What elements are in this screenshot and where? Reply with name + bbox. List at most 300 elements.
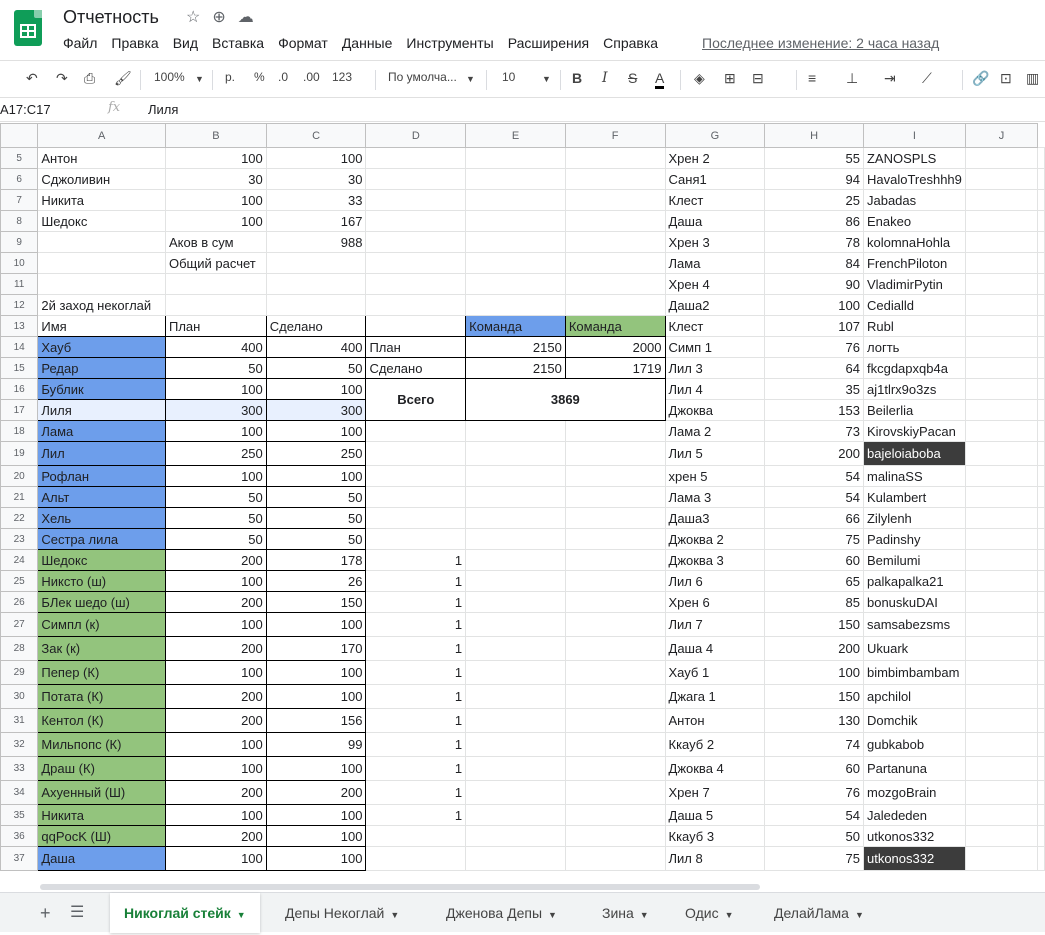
column-header[interactable]: G xyxy=(665,124,765,148)
cell[interactable]: 78 xyxy=(765,232,864,253)
cell[interactable]: Лама xyxy=(38,421,166,442)
cell[interactable]: 85 xyxy=(765,592,864,613)
cell[interactable]: Лил 3 xyxy=(665,358,765,379)
print-icon[interactable]: ⎙ xyxy=(84,70,96,86)
row-header[interactable]: 18 xyxy=(1,421,38,442)
cell[interactable]: 65 xyxy=(765,571,864,592)
cell[interactable]: Bemilumi xyxy=(863,550,965,571)
cell[interactable] xyxy=(366,169,466,190)
cell[interactable] xyxy=(466,661,566,685)
cell[interactable] xyxy=(565,550,665,571)
cell[interactable] xyxy=(466,487,566,508)
cell[interactable] xyxy=(1038,613,1045,637)
cell[interactable]: Rubl xyxy=(863,316,965,337)
cell[interactable] xyxy=(466,295,566,316)
cell[interactable] xyxy=(565,637,665,661)
row-header[interactable]: 25 xyxy=(1,571,38,592)
cell[interactable]: 76 xyxy=(765,781,864,805)
cell[interactable] xyxy=(565,592,665,613)
cell[interactable]: 54 xyxy=(765,487,864,508)
text-rotation-icon[interactable]: ⟋ xyxy=(922,70,932,86)
cell[interactable] xyxy=(366,421,466,442)
cell[interactable]: 200 xyxy=(765,637,864,661)
cell[interactable] xyxy=(1038,805,1045,826)
cell[interactable] xyxy=(1038,421,1045,442)
cell[interactable]: 150 xyxy=(765,613,864,637)
cell[interactable]: 200 xyxy=(166,685,267,709)
cell[interactable]: 2150 xyxy=(466,337,566,358)
cell[interactable] xyxy=(965,442,1037,466)
row-header[interactable]: 11 xyxy=(1,274,38,295)
cell[interactable] xyxy=(965,709,1037,733)
cell[interactable]: 400 xyxy=(266,337,366,358)
row-header[interactable]: 33 xyxy=(1,757,38,781)
cell[interactable] xyxy=(965,805,1037,826)
column-header[interactable]: D xyxy=(366,124,466,148)
row-header[interactable]: 17 xyxy=(1,400,38,421)
cell[interactable]: 50 xyxy=(765,826,864,847)
row-header[interactable]: 16 xyxy=(1,379,38,400)
cell[interactable] xyxy=(965,274,1037,295)
row-header[interactable]: 12 xyxy=(1,295,38,316)
row-header[interactable]: 7 xyxy=(1,190,38,211)
cell[interactable]: 200 xyxy=(266,781,366,805)
cell[interactable]: 2000 xyxy=(565,337,665,358)
menu-file[interactable]: Файл xyxy=(63,35,98,51)
menu-edit[interactable]: Правка xyxy=(111,35,159,51)
cell[interactable] xyxy=(565,826,665,847)
cell[interactable]: 100 xyxy=(266,613,366,637)
row-header[interactable]: 29 xyxy=(1,661,38,685)
cell[interactable] xyxy=(965,550,1037,571)
cell[interactable]: 75 xyxy=(765,529,864,550)
cell[interactable] xyxy=(466,148,566,169)
cell[interactable] xyxy=(1038,379,1045,400)
cell[interactable] xyxy=(565,508,665,529)
cell[interactable] xyxy=(565,781,665,805)
row-header[interactable]: 19 xyxy=(1,442,38,466)
cell[interactable]: 100 xyxy=(266,148,366,169)
cell[interactable] xyxy=(965,733,1037,757)
cell[interactable]: bajeloiaboba xyxy=(863,442,965,466)
cell[interactable] xyxy=(565,733,665,757)
cell[interactable] xyxy=(1038,400,1045,421)
cell[interactable] xyxy=(1038,232,1045,253)
cell[interactable]: 75 xyxy=(765,847,864,871)
cell[interactable]: 100 xyxy=(266,757,366,781)
cell[interactable]: gubkabob xyxy=(863,733,965,757)
cell[interactable]: 100 xyxy=(166,571,267,592)
cell[interactable]: 73 xyxy=(765,421,864,442)
merge-cells-icon[interactable]: ⊟ xyxy=(752,70,764,86)
cell[interactable]: 30 xyxy=(166,169,267,190)
cell[interactable] xyxy=(466,805,566,826)
cell[interactable]: 153 xyxy=(765,400,864,421)
row-header[interactable]: 28 xyxy=(1,637,38,661)
cell[interactable]: Хрен 7 xyxy=(665,781,765,805)
cell[interactable]: Хрен 3 xyxy=(665,232,765,253)
cell[interactable] xyxy=(466,613,566,637)
cell[interactable] xyxy=(38,274,166,295)
cell[interactable]: 1 xyxy=(366,613,466,637)
cell[interactable]: 300 xyxy=(266,400,366,421)
row-header[interactable]: 14 xyxy=(1,337,38,358)
cell[interactable] xyxy=(366,232,466,253)
cell[interactable]: 150 xyxy=(266,592,366,613)
cell[interactable]: Лама xyxy=(665,253,765,274)
cell[interactable]: логть xyxy=(863,337,965,358)
cell[interactable]: Сделано xyxy=(266,316,366,337)
cell[interactable]: Kulambert xyxy=(863,487,965,508)
insert-comment-icon[interactable]: ⊡ xyxy=(1000,70,1012,86)
cell[interactable]: 100 xyxy=(266,379,366,400)
row-header[interactable]: 27 xyxy=(1,613,38,637)
cell[interactable]: 100 xyxy=(266,685,366,709)
cell[interactable]: Бублик xyxy=(38,379,166,400)
tab-sheet-6[interactable]: ДелайЛама ▼ xyxy=(774,905,864,921)
cell[interactable]: Симп 1 xyxy=(665,337,765,358)
cell[interactable] xyxy=(565,847,665,871)
cell[interactable]: 100 xyxy=(166,421,267,442)
cell[interactable]: 1 xyxy=(366,661,466,685)
cell[interactable]: Драш (К) xyxy=(38,757,166,781)
cell[interactable] xyxy=(1038,295,1045,316)
cell[interactable]: Шедокс xyxy=(38,211,166,232)
cell[interactable]: 60 xyxy=(765,757,864,781)
cell[interactable]: Даша xyxy=(38,847,166,871)
cell[interactable]: 66 xyxy=(765,508,864,529)
sheets-logo-icon[interactable] xyxy=(14,10,42,46)
cell[interactable]: 100 xyxy=(166,466,267,487)
cell[interactable] xyxy=(965,613,1037,637)
cell[interactable]: qqPocK (Ш) xyxy=(38,826,166,847)
font-size-select[interactable]: 10 xyxy=(502,70,516,84)
row-header[interactable]: 6 xyxy=(1,169,38,190)
cell[interactable] xyxy=(565,466,665,487)
cell[interactable]: 100 xyxy=(266,661,366,685)
insert-link-icon[interactable]: 🔗 xyxy=(972,70,990,86)
cell[interactable] xyxy=(466,847,566,871)
cell[interactable]: 50 xyxy=(166,487,267,508)
cell[interactable] xyxy=(965,529,1037,550)
row-header[interactable]: 8 xyxy=(1,211,38,232)
menu-data[interactable]: Данные xyxy=(341,35,393,51)
cell[interactable]: 50 xyxy=(266,358,366,379)
cell[interactable]: utkonos332 xyxy=(863,826,965,847)
cell[interactable] xyxy=(965,508,1037,529)
tab-sheet-1[interactable]: Никоглай стейк ▼ xyxy=(110,893,260,933)
cell[interactable] xyxy=(965,148,1037,169)
cell[interactable]: 100 xyxy=(765,661,864,685)
column-header[interactable]: B xyxy=(166,124,267,148)
cell[interactable]: 107 xyxy=(765,316,864,337)
all-sheets-icon[interactable]: ☰ xyxy=(70,904,85,921)
cell[interactable] xyxy=(466,442,566,466)
cell[interactable] xyxy=(1038,571,1045,592)
cell[interactable] xyxy=(965,295,1037,316)
cell[interactable] xyxy=(965,190,1037,211)
font-chevron-down-icon[interactable]: ▼ xyxy=(466,74,475,84)
cell[interactable]: Даша 5 xyxy=(665,805,765,826)
cell[interactable]: 100 xyxy=(166,661,267,685)
cell[interactable]: Никита xyxy=(38,805,166,826)
cell[interactable]: План xyxy=(166,316,267,337)
cell[interactable]: Лил 4 xyxy=(665,379,765,400)
cell[interactable] xyxy=(965,637,1037,661)
cell[interactable] xyxy=(466,550,566,571)
cell[interactable] xyxy=(965,466,1037,487)
cell[interactable] xyxy=(965,592,1037,613)
column-header[interactable]: J xyxy=(965,124,1037,148)
cell[interactable]: 25 xyxy=(765,190,864,211)
column-header[interactable]: A xyxy=(38,124,166,148)
cell[interactable]: 100 xyxy=(166,379,267,400)
decrease-decimal-button[interactable]: .0 xyxy=(278,70,289,84)
cell[interactable] xyxy=(565,571,665,592)
tab-sheet-2[interactable]: Депы Некоглай ▼ xyxy=(285,905,400,921)
cell[interactable]: Пепер (К) xyxy=(38,661,166,685)
tab-sheet-3[interactable]: Дженова Депы ▼ xyxy=(446,905,557,921)
cell[interactable] xyxy=(565,487,665,508)
row-header[interactable]: 30 xyxy=(1,685,38,709)
cell[interactable] xyxy=(1038,337,1045,358)
cell[interactable]: 64 xyxy=(765,358,864,379)
cloud-status-icon[interactable]: ☁ xyxy=(237,9,254,26)
text-color-button[interactable]: A xyxy=(655,70,664,89)
cell[interactable]: fkcgdapxqb4a xyxy=(863,358,965,379)
cell[interactable]: kolomnaHohla xyxy=(863,232,965,253)
cell[interactable] xyxy=(466,571,566,592)
cell[interactable] xyxy=(366,826,466,847)
row-header[interactable]: 20 xyxy=(1,466,38,487)
cell[interactable]: Джоква 2 xyxy=(665,529,765,550)
cell[interactable] xyxy=(565,211,665,232)
tab-sheet-5[interactable]: Одис ▼ xyxy=(685,905,734,921)
cell[interactable]: 167 xyxy=(266,211,366,232)
cell[interactable]: 76 xyxy=(765,337,864,358)
cell[interactable] xyxy=(1038,190,1045,211)
cell[interactable]: 1 xyxy=(366,781,466,805)
cell[interactable]: 94 xyxy=(765,169,864,190)
cell[interactable]: Сджоливин xyxy=(38,169,166,190)
italic-button[interactable]: I xyxy=(602,70,608,86)
cell[interactable]: apchilol xyxy=(863,685,965,709)
cell[interactable]: 50 xyxy=(266,487,366,508)
cell[interactable] xyxy=(466,421,566,442)
undo-icon[interactable]: ↶ xyxy=(26,70,38,86)
cell[interactable]: Кентол (К) xyxy=(38,709,166,733)
paint-format-icon[interactable]: 🖌 xyxy=(114,70,132,86)
cell[interactable] xyxy=(565,253,665,274)
cell[interactable] xyxy=(965,400,1037,421)
column-header[interactable]: H xyxy=(765,124,864,148)
cell[interactable]: Лил 6 xyxy=(665,571,765,592)
more-formats-button[interactable]: 123 xyxy=(332,70,353,84)
cell[interactable]: Всего xyxy=(366,379,466,421)
cell[interactable]: Джоква 3 xyxy=(665,550,765,571)
cell[interactable] xyxy=(965,781,1037,805)
cell[interactable]: 90 xyxy=(765,274,864,295)
name-box[interactable]: A17:C17 xyxy=(0,102,51,117)
cell[interactable] xyxy=(466,757,566,781)
cell[interactable] xyxy=(1038,211,1045,232)
cell[interactable]: Jalededen xyxy=(863,805,965,826)
cell[interactable]: 200 xyxy=(765,442,864,466)
column-header[interactable]: F xyxy=(565,124,665,148)
cell[interactable]: Partanuna xyxy=(863,757,965,781)
cell[interactable]: 1 xyxy=(366,805,466,826)
cell[interactable]: 100 xyxy=(166,847,267,871)
cell[interactable] xyxy=(1038,169,1045,190)
cell[interactable]: 250 xyxy=(166,442,267,466)
cell[interactable]: 100 xyxy=(166,733,267,757)
align-vertical-icon[interactable]: ⊥ xyxy=(846,70,859,86)
cell[interactable]: Ахуенный (Ш) xyxy=(38,781,166,805)
strikethrough-button[interactable]: S xyxy=(628,70,638,86)
cell[interactable]: bonuskuDAI xyxy=(863,592,965,613)
row-header[interactable]: 9 xyxy=(1,232,38,253)
cell[interactable]: 100 xyxy=(166,148,267,169)
cell[interactable]: 130 xyxy=(765,709,864,733)
zoom-select[interactable]: 100% xyxy=(154,70,185,84)
cell[interactable]: Даша xyxy=(665,211,765,232)
cell[interactable]: 33 xyxy=(266,190,366,211)
tab-sheet-4[interactable]: Зина ▼ xyxy=(602,905,649,921)
row-header[interactable]: 24 xyxy=(1,550,38,571)
cell[interactable]: План xyxy=(366,337,466,358)
cell[interactable]: 178 xyxy=(266,550,366,571)
cell[interactable] xyxy=(1038,148,1045,169)
cell[interactable]: 1 xyxy=(366,733,466,757)
cell[interactable]: malinaSS xyxy=(863,466,965,487)
cell[interactable]: Альт xyxy=(38,487,166,508)
text-wrap-icon[interactable]: ⇥ xyxy=(884,70,896,86)
cell[interactable] xyxy=(1038,847,1045,871)
cell[interactable]: Лама 3 xyxy=(665,487,765,508)
cell[interactable]: Хрен 6 xyxy=(665,592,765,613)
cell[interactable]: хрен 5 xyxy=(665,466,765,487)
cell[interactable] xyxy=(1038,529,1045,550)
zoom-chevron-down-icon[interactable]: ▼ xyxy=(195,74,204,84)
row-header[interactable]: 36 xyxy=(1,826,38,847)
cell[interactable] xyxy=(565,295,665,316)
row-header[interactable]: 35 xyxy=(1,805,38,826)
cell[interactable] xyxy=(1038,253,1045,274)
cell[interactable] xyxy=(1038,487,1045,508)
bold-button[interactable]: B xyxy=(572,70,583,86)
cell[interactable]: HavaloTreshhh9 xyxy=(863,169,965,190)
cell[interactable]: Мильпопс (К) xyxy=(38,733,166,757)
cell[interactable] xyxy=(466,592,566,613)
cell[interactable]: 200 xyxy=(166,550,267,571)
cell[interactable] xyxy=(1038,757,1045,781)
cell[interactable] xyxy=(1038,709,1045,733)
cell[interactable] xyxy=(1038,274,1045,295)
cell[interactable]: 170 xyxy=(266,637,366,661)
cell[interactable] xyxy=(466,781,566,805)
cell[interactable] xyxy=(366,487,466,508)
cell[interactable] xyxy=(466,685,566,709)
cell[interactable] xyxy=(565,274,665,295)
add-sheet-button[interactable]: + xyxy=(40,903,51,923)
cell[interactable] xyxy=(565,529,665,550)
cell[interactable]: Сделано xyxy=(366,358,466,379)
cell[interactable]: Антон xyxy=(665,709,765,733)
cell[interactable] xyxy=(565,148,665,169)
cell[interactable] xyxy=(965,826,1037,847)
cell[interactable]: 100 xyxy=(266,421,366,442)
cell[interactable]: Антон xyxy=(38,148,166,169)
document-title[interactable]: Отчетность xyxy=(63,7,159,27)
cell[interactable]: 54 xyxy=(765,466,864,487)
cell[interactable]: Domchik xyxy=(863,709,965,733)
cell[interactable]: Padinshy xyxy=(863,529,965,550)
cell[interactable] xyxy=(366,190,466,211)
cell[interactable]: Команда xyxy=(466,316,566,337)
cell[interactable]: Джоква 4 xyxy=(665,757,765,781)
font-size-chevron-down-icon[interactable]: ▼ xyxy=(542,74,551,84)
cell[interactable]: 250 xyxy=(266,442,366,466)
cell[interactable]: Лил xyxy=(38,442,166,466)
cell[interactable] xyxy=(1038,442,1045,466)
cell[interactable]: Даша3 xyxy=(665,508,765,529)
cell[interactable] xyxy=(1038,592,1045,613)
cell[interactable] xyxy=(965,487,1037,508)
cell[interactable]: 86 xyxy=(765,211,864,232)
cell[interactable]: Рофлан xyxy=(38,466,166,487)
menu-insert[interactable]: Вставка xyxy=(212,35,265,51)
cell[interactable] xyxy=(1038,550,1045,571)
cell[interactable] xyxy=(466,508,566,529)
cell[interactable]: 200 xyxy=(166,709,267,733)
cell[interactable] xyxy=(466,466,566,487)
cell[interactable]: 1 xyxy=(366,709,466,733)
cell[interactable]: utkonos332 xyxy=(863,847,965,871)
cell[interactable]: mozgoBrain xyxy=(863,781,965,805)
menu-format[interactable]: Формат xyxy=(278,35,328,51)
cell[interactable] xyxy=(1038,466,1045,487)
cell[interactable] xyxy=(1038,508,1045,529)
cell[interactable]: 100 xyxy=(166,757,267,781)
row-header[interactable]: 34 xyxy=(1,781,38,805)
cell[interactable] xyxy=(1038,358,1045,379)
cell[interactable]: 1 xyxy=(366,757,466,781)
cell[interactable]: 50 xyxy=(166,529,267,550)
cell[interactable] xyxy=(565,442,665,466)
row-header[interactable]: 22 xyxy=(1,508,38,529)
cell[interactable]: samsabezsms xyxy=(863,613,965,637)
cell[interactable] xyxy=(366,316,466,337)
cell[interactable] xyxy=(466,232,566,253)
cell[interactable]: 74 xyxy=(765,733,864,757)
cell[interactable]: 99 xyxy=(266,733,366,757)
cell[interactable] xyxy=(965,757,1037,781)
cell[interactable]: 50 xyxy=(266,529,366,550)
menu-extensions[interactable]: Расширения xyxy=(507,35,590,51)
cell[interactable] xyxy=(565,232,665,253)
cell[interactable] xyxy=(466,709,566,733)
cell[interactable]: Джоква xyxy=(665,400,765,421)
cell[interactable]: 1 xyxy=(366,592,466,613)
move-icon[interactable]: ⊕ xyxy=(212,9,226,26)
cell[interactable] xyxy=(965,379,1037,400)
cell[interactable]: Джага 1 xyxy=(665,685,765,709)
cell[interactable]: 988 xyxy=(266,232,366,253)
cell[interactable] xyxy=(366,148,466,169)
cell[interactable] xyxy=(266,274,366,295)
menu-tools[interactable]: Инструменты xyxy=(406,35,494,51)
insert-chart-icon[interactable]: ▥ xyxy=(1026,70,1040,86)
